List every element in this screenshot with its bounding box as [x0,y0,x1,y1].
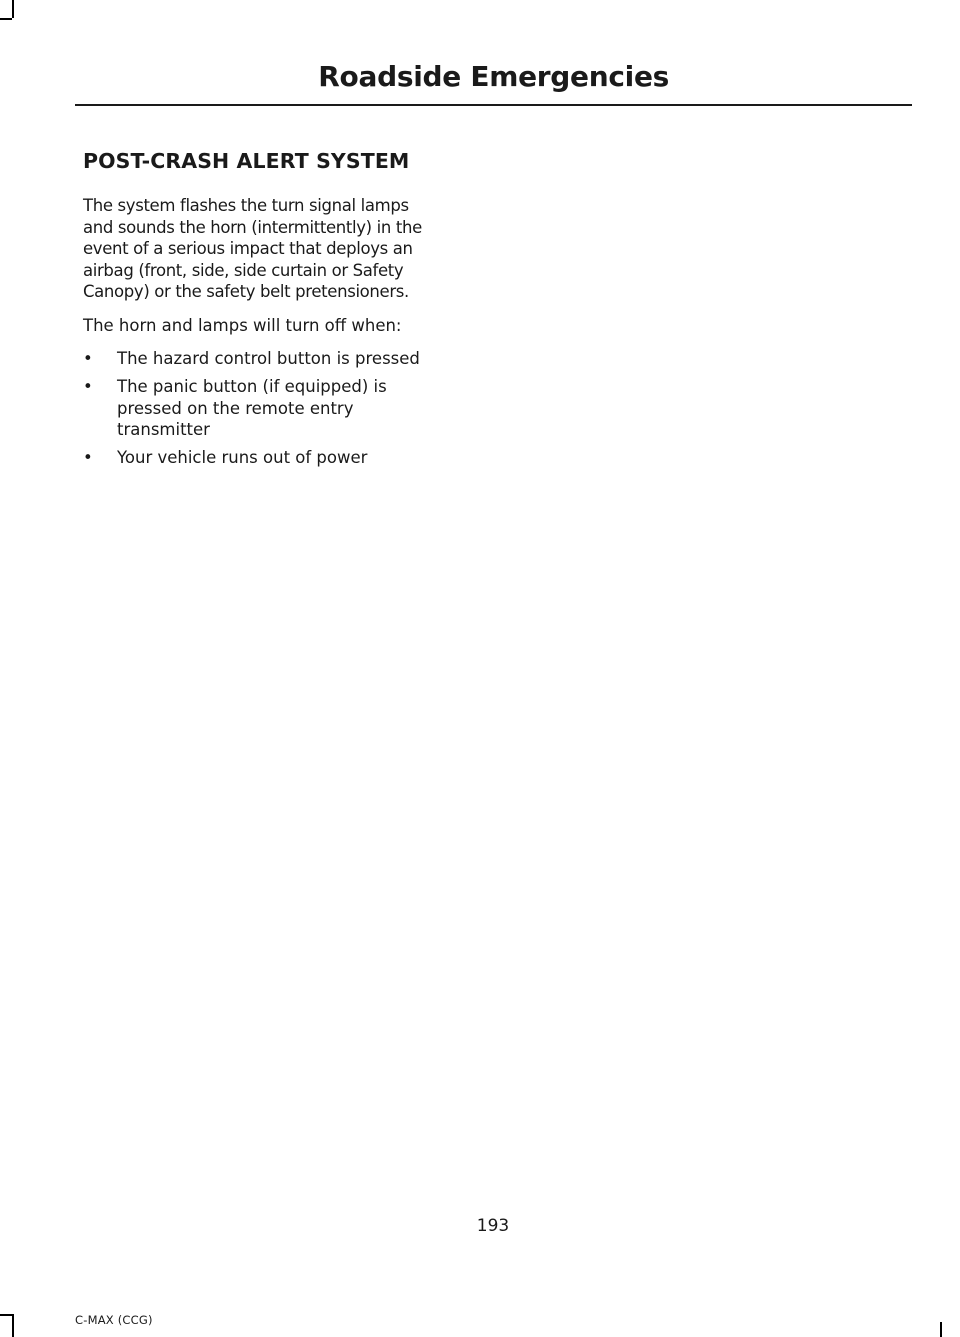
bullet-marker: • [83,377,93,396]
list-item-text: Your vehicle runs out of power [117,448,368,467]
bullet-marker: • [83,448,93,467]
intro-line: event of a serious impact that deploys an [83,239,413,258]
lead-in-paragraph: The horn and lamps will turn off when: [83,315,402,335]
list-item-text: pressed on the remote entry [117,398,354,418]
page-number: 193 [476,1216,510,1236]
intro-line: airbag (front, side, side curtain or Safety [83,260,404,280]
list-item-text: The hazard control button is pressed [117,349,420,368]
chapter-title: Roadside Emergencies [318,60,669,93]
bullet-list [83,348,478,469]
header-divider [75,104,912,106]
bullet-marker: • [83,349,93,368]
intro-paragraph [83,195,478,303]
intro-line: and sounds the horn (intermittently) in the [83,217,422,237]
model-code: C-MAX (CCG) [75,1313,153,1327]
crop-mark-bottom-right [940,1322,942,1337]
crop-mark-bottom-left [12,1314,14,1337]
section-heading: POST-CRASH ALERT SYSTEM [83,149,410,173]
list-item [83,348,478,370]
crop-mark-top-left [12,0,14,18]
list-item-text: The panic button (if equipped) is [117,377,387,396]
section-post-crash-alert [83,147,478,475]
crop-mark-top-left-horizontal [0,18,12,20]
list-item [83,376,478,441]
crop-mark-bottom-left-horizontal [0,1314,12,1316]
intro-line: Canopy) or the safety belt pretensioners. [83,282,409,301]
list-item [83,447,478,469]
intro-line: The system flashes the turn signal lamps [83,196,409,215]
list-item-text: transmitter [117,420,210,439]
